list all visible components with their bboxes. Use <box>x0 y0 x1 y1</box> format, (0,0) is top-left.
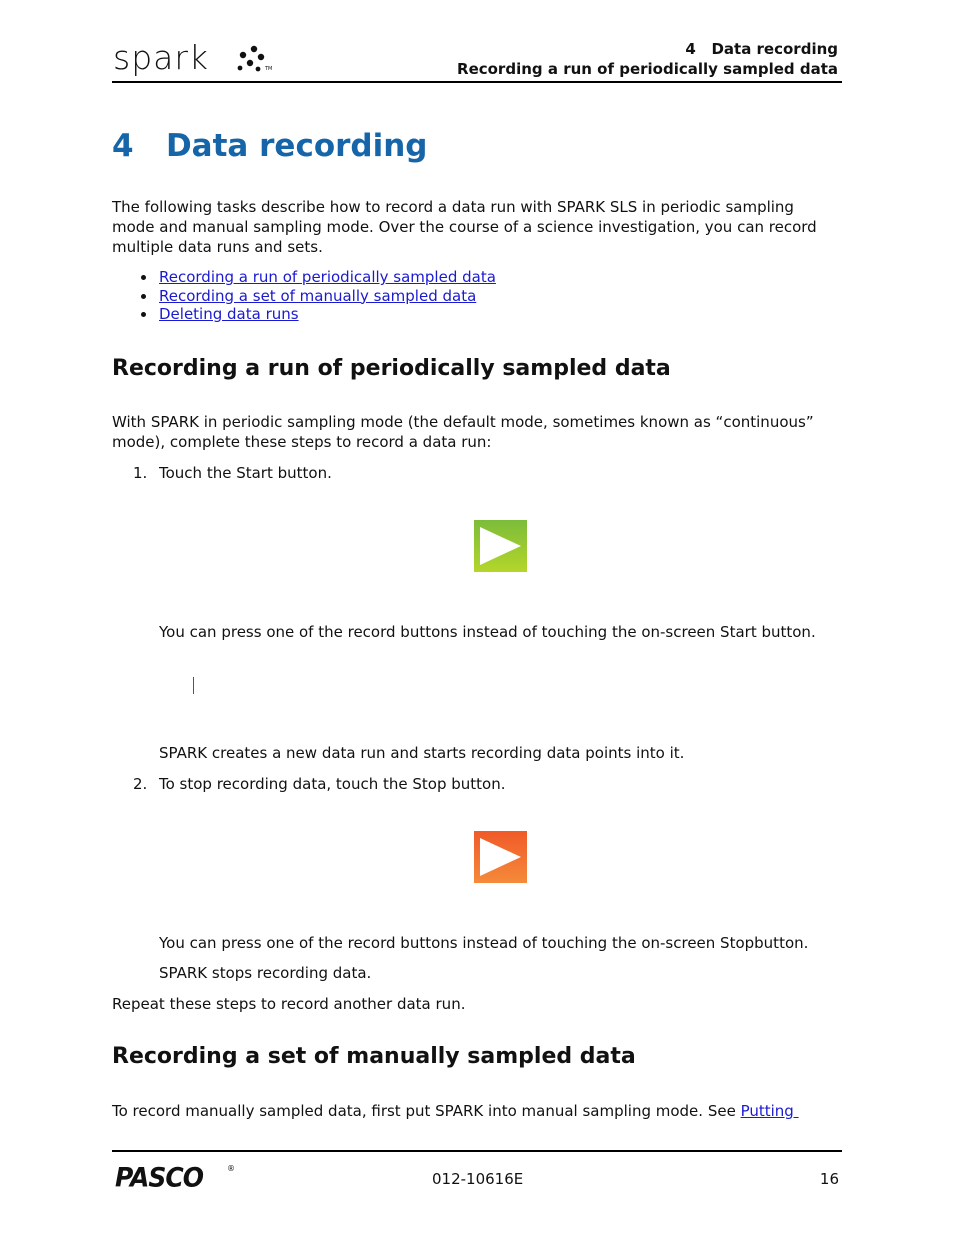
link-putting[interactable]: Putting <box>740 1102 799 1120</box>
periodic-intro: With SPARK in periodic sampling mode (the default mode, sometimes known as “continuous” mode), complete these steps to record a data run: <box>112 413 814 451</box>
page-number: 16 <box>819 1170 839 1188</box>
manual-intro-text: To record manually sampled data, first put SPARK into manual sampling mode. See <box>112 1102 741 1120</box>
step-number-2: 2. <box>133 775 148 793</box>
header-section: Recording a run of periodically sampled data <box>457 60 838 78</box>
divider-mark <box>193 677 194 694</box>
running-header <box>457 39 838 79</box>
step-1-result: SPARK creates a new data run and starts recording data points into it. <box>159 744 685 762</box>
link-manual[interactable]: Recording a set of manually sampled data <box>159 286 477 305</box>
link-periodic[interactable]: Recording a run of periodically sampled data <box>159 268 496 286</box>
list-item <box>140 287 496 306</box>
stop-button-icon <box>474 831 527 883</box>
spark-logo <box>113 38 283 78</box>
start-button-icon <box>474 520 527 572</box>
spark-logo-text: spark <box>113 38 210 77</box>
section-heading-periodic: Recording a run of periodically sampled data <box>112 356 671 381</box>
doc-number: 012-10616E <box>432 1170 524 1188</box>
repeat-text: Repeat these steps to record another data run. <box>112 995 466 1013</box>
link-deleting[interactable]: Deleting data runs <box>159 305 299 323</box>
step-2-text: To stop recording data, touch the Stop button. <box>159 775 506 793</box>
step-2-note: You can press one of the record buttons instead of touching the on-screen Stopbutton. <box>159 934 809 952</box>
topic-link-list <box>140 268 496 324</box>
pasco-logo <box>113 1162 238 1193</box>
list-item <box>140 268 496 287</box>
intro-paragraph: The following tasks describe how to record a data run with SPARK SLS in periodic sampling mode and manual sampling mode. Over the course of a science investigation, you can record multiple data runs and sets. <box>112 198 817 256</box>
step-2-result: SPARK stops recording data. <box>159 964 372 982</box>
step-1-note: You can press one of the record buttons instead of touching the on-screen Start button. <box>159 623 816 641</box>
section-heading-manual: Recording a set of manually sampled data <box>112 1044 636 1069</box>
step-number-1: 1. <box>133 464 148 482</box>
list-item <box>140 305 496 324</box>
pasco-logo-text: PASCO <box>115 1162 203 1193</box>
page-title: 4 Data recording <box>112 128 428 164</box>
footer-rule <box>112 1150 842 1152</box>
step-1-text: Touch the Start button. <box>159 464 332 482</box>
header-chapter: 4 Data recording <box>685 40 838 58</box>
registered-mark: ® <box>227 1164 235 1173</box>
trademark: TM <box>265 66 273 72</box>
header-rule <box>112 81 842 83</box>
manual-intro <box>112 1101 852 1121</box>
